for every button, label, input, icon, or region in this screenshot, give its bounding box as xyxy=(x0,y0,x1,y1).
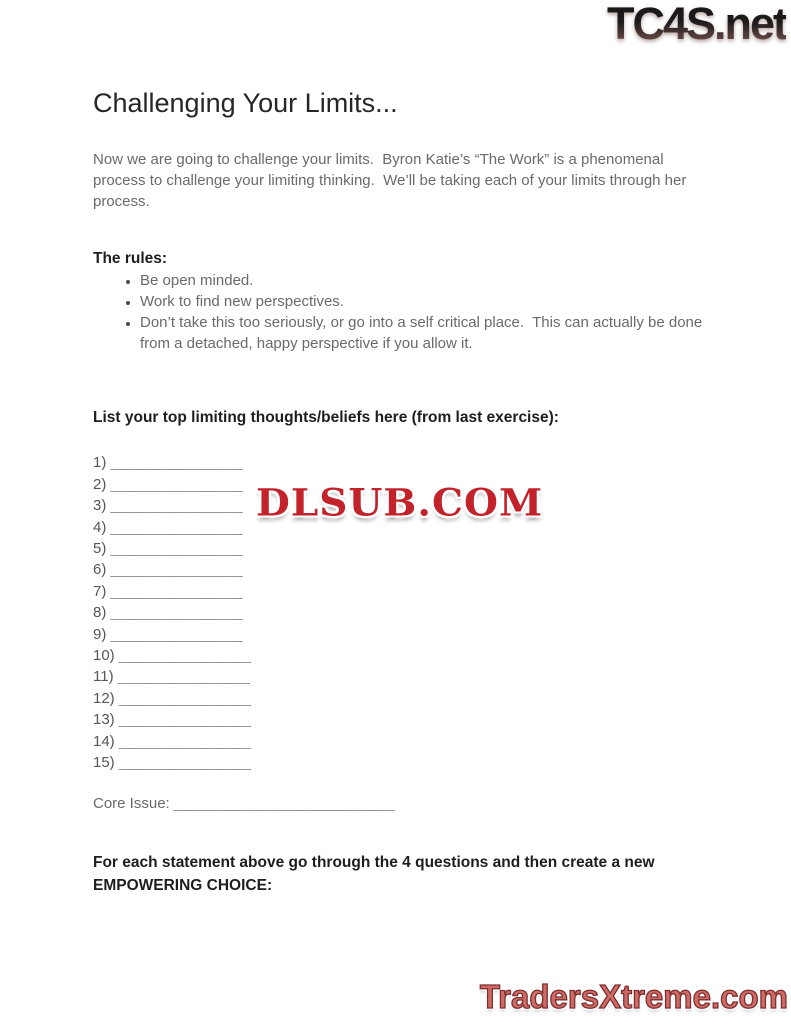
limiting-thoughts-heading: List your top limiting thoughts/beliefs here (from last exercise): xyxy=(93,409,559,427)
blank-line: _______________ xyxy=(110,625,244,643)
core-issue-blank-line: _________________________ xyxy=(173,794,395,812)
list-item xyxy=(93,752,720,773)
list-item xyxy=(93,559,720,580)
blank-line: _______________ xyxy=(118,754,252,772)
list-item-number: 15) xyxy=(93,754,115,772)
list-item-number: 7) xyxy=(93,582,107,600)
tc4s-logo: TC4S.net xyxy=(606,0,786,49)
list-item-number: 12) xyxy=(93,689,115,707)
blank-line: _______________ xyxy=(110,497,244,515)
list-item-number: 8) xyxy=(93,604,107,622)
blank-line: _______________ xyxy=(117,668,251,686)
core-issue-label: Core Issue: xyxy=(93,794,170,812)
list-item-number: 6) xyxy=(93,561,107,579)
blank-line: _______________ xyxy=(118,689,252,707)
list-item xyxy=(93,538,720,559)
rule-item: • Don’t take this too seriously, or go into a self critical place. This can actually be done from a detached, happy perspective if you allow it. xyxy=(140,312,720,354)
dlsub-watermark: DLSUB.COM xyxy=(256,480,544,526)
blank-line: _______________ xyxy=(118,647,252,665)
list-item xyxy=(93,666,720,687)
closing-instruction: For each statement above go through the 4 questions and then create a new EMPOWERING CHOICE: xyxy=(93,853,655,895)
blank-line: _______________ xyxy=(118,732,252,750)
rule-item: • Be open minded. xyxy=(140,270,720,291)
intro-paragraph: Now we are going to challenge your limits. Byron Katie’s “The Work” is a phenomenal process to challenge your limiting thinking. We’ll be taking each of your limits through her process. xyxy=(93,151,691,211)
document-content xyxy=(93,0,720,898)
tradersxtreme-watermark: TradersXtreme.com xyxy=(479,978,788,1015)
blank-line: _______________ xyxy=(110,582,244,600)
list-item-number: 13) xyxy=(93,711,115,729)
list-item xyxy=(93,581,720,602)
blank-line: _______________ xyxy=(110,454,244,472)
blank-line: _______________ xyxy=(110,518,244,536)
blank-line: _______________ xyxy=(110,561,244,579)
list-item-number: 2) xyxy=(93,475,107,493)
blank-line: _______________ xyxy=(118,711,252,729)
core-issue-line xyxy=(93,795,720,812)
list-item xyxy=(93,688,720,709)
blank-line: _______________ xyxy=(110,540,244,558)
list-item-number: 4) xyxy=(93,518,107,536)
rules-list xyxy=(93,270,720,355)
rule-item: • Work to find new perspectives. xyxy=(140,291,720,312)
list-item xyxy=(93,624,720,645)
list-item-number: 9) xyxy=(93,625,107,643)
list-item-number: 10) xyxy=(93,647,115,665)
list-item-number: 14) xyxy=(93,732,115,750)
list-item-number: 5) xyxy=(93,540,107,558)
blank-line: _______________ xyxy=(110,604,244,622)
blank-line: _______________ xyxy=(110,475,244,493)
list-item xyxy=(93,709,720,730)
list-item xyxy=(93,452,720,473)
list-item-number: 3) xyxy=(93,497,107,515)
list-item xyxy=(93,602,720,623)
rules-heading: The rules: xyxy=(93,249,168,267)
list-item xyxy=(93,645,720,666)
page-title: Challenging Your Limits... xyxy=(93,88,398,118)
list-item xyxy=(93,731,720,752)
list-item-number: 11) xyxy=(93,668,114,686)
list-item-number: 1) xyxy=(93,454,107,472)
